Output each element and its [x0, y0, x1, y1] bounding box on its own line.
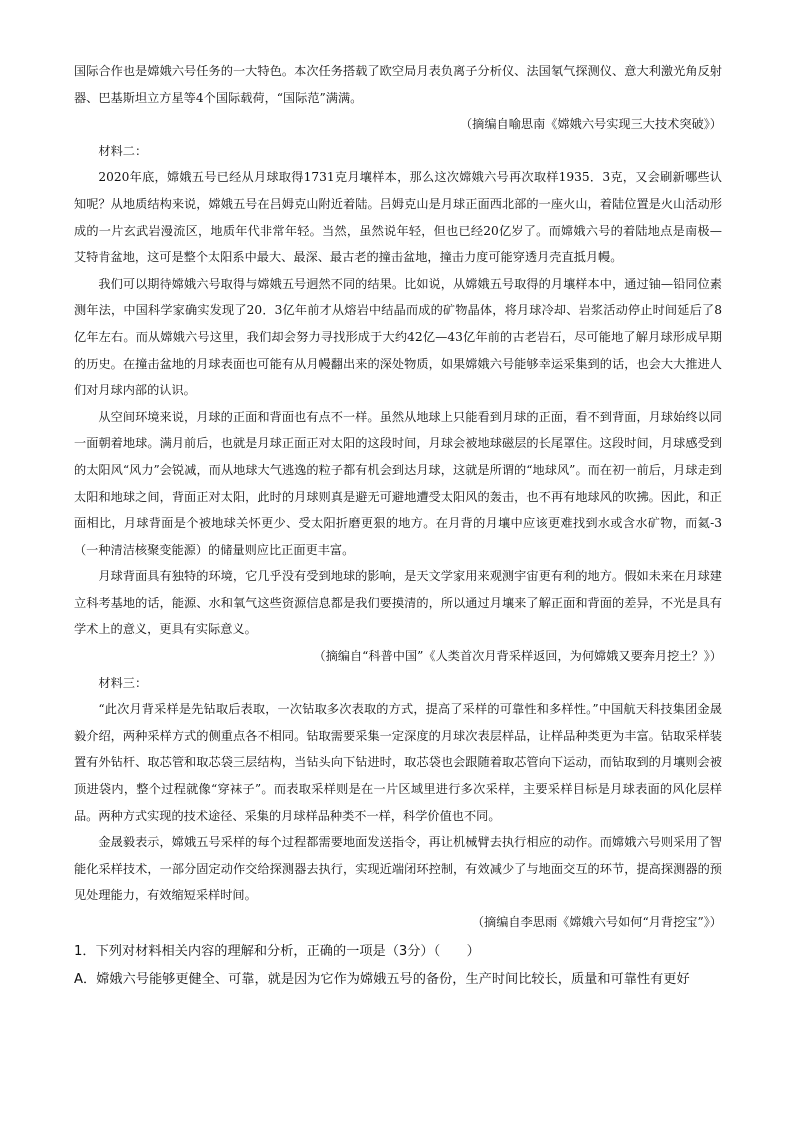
source-citation-3: （摘编自李思雨《嫦娥六号如何“月背挖宝”》） [471, 915, 722, 929]
material-two-label: 材料二： [98, 143, 148, 158]
paragraph-space-environment: 从空间环境来说，月球的正面和背面也有点不一样。虽然从地球上只能看到月球的正面，看不到背面，月球始终以同一面朝着地球。满月前后，也就是月球正面正对太阳的这段时间，月球会被地球磁层的长尾罩住。这段时间，月球感受到的太阳风“风力”会锐减，而从地球大气逃逸的粒子都有机会到达月球，这就是所谓的“地球风”。而在初一前后，月球走到太阳和地球之间，背面正对太阳，此时的月球则真是避无可避地遭受太阳风的轰击，也不再有地球风的吹拂。因此，和正面相比，月球背面是个被地球关怀更少、受太阳折磨更狠的地方。在月背的月壤中应该更难找到水或含水矿物，而氦-3（一种清洁核聚变能源）的储量则应比正面更丰富。 [74, 409, 722, 557]
question-stem: 1．下列对材料相关内容的理解和分析，正确的一项是（3分）（ ） [74, 943, 480, 959]
paragraph-expected-results: 我们可以期待嫦娥六号取得与嫦娥五号迥然不同的结果。比如说，从嫦娥五号取得的月壤样本中，通过铀—铅同位素测年法，中国科学家确实发现了20．3亿年前才从熔岩中结晶而成的矿物晶体，将月球冷却、岩浆活动停止时间延后了8亿年左右。而从嫦娥六号这里，我们却会努力寻找形成于大约42亿—43亿年前的古老岩石，尽可能地了解月球形成早期的历史。在撞击盆地的月球表面也可能有从月幔翻出来的深处物质，如果嫦娥六号能够幸运采集到的话，也会大大推进人们对月球内部的认识。 [74, 276, 722, 398]
source-citation-1: （摘编自喻思南《嫦娥六号实现三大技术突破》） [459, 117, 722, 132]
paragraph-intelligent-sampling: 金晟毅表示，嫦娥五号采样的每个过程都需要地面发送指令，再让机械臂去执行相应的动作。而嫦娥六号则采用了智能化采样技术，一部分固定动作交给探测器去执行，实现近端闭环控制，有效减少了与地面交互的环节，提高探测器的预见处理能力，有效缩短采样时间。 [74, 835, 722, 903]
document-page [74, 58, 722, 994]
paragraph-far-side-value: 月球背面具有独特的环境，它几乎没有受到地球的影响，是天文学家用来观测宇宙更有利的地方。假如未来在月球建立科考基地的话，能源、水和氧气这些资源信息都是我们要摸清的，所以通过月壤来了解正面和背面的差异，不光是具有学术上的意义，更具有实际意义。 [74, 569, 722, 637]
paragraph-sampling-methods: “此次月背采样是先钻取后表取，一次钻取多次表取的方式，提高了采样的可靠性和多样性。”中国航天科技集团金晟毅介绍，两种采样方式的侧重点各不相同。钻取需要采集一定深度的月球次表层样品，让样品种类更为丰富。钻取采样装置有外钻杆、取芯管和取芯袋三层结构，当钻头向下钻进时，取芯袋也会跟随着取芯管向下运动，而钻取到的月壤则会被顶进袋内，整个过程就像“穿袜子”。而表取采样则是在一片区域里进行多次采样，主要采样目标是月球表面的风化层样品。两种方式实现的技术途径、采集的月球样品种类不一样，科学价值也不同。 [74, 702, 722, 823]
paragraph-international-cooperation: 国际合作也是嫦娥六号任务的一大特色。本次任务搭载了欧空局月表负离子分析仪、法国氡气探测仪、意大利激光角反射器、巴基斯坦立方星等4个国际载荷，“国际范”满满。 [74, 64, 722, 105]
source-citation-2: （摘编自“科普中国”《人类首次月背采样返回，为何嫦娥又要奔月挖土？》） [313, 649, 722, 664]
question-option-a: A．嫦娥六号能够更健全、可靠，就是因为它作为嫦娥五号的备份，生产时间比较长，质量和可靠性有更好 [74, 971, 690, 987]
material-three-label: 材料三： [98, 675, 148, 690]
paragraph-sample-comparison: 2020年底，嫦娥五号已经从月球取得1731克月壤样本，那么这次嫦娥六号再次取样1935．3克，又会刷新哪些认知呢？从地质结构来说，嫦娥五号在吕姆克山附近着陆。吕姆克山是月球正面西北部的一座火山，着陆位置是火山活动形成的一片玄武岩漫流区，地质年代非常年轻。当然，虽然说年轻，但也已经20亿岁了。而嫦娥六号的着陆地点是南极—艾特肯盆地，这可是整个太阳系中最大、最深、最古老的撞击盆地，撞击力度可能穿透月壳直抵月幔。 [74, 170, 722, 265]
